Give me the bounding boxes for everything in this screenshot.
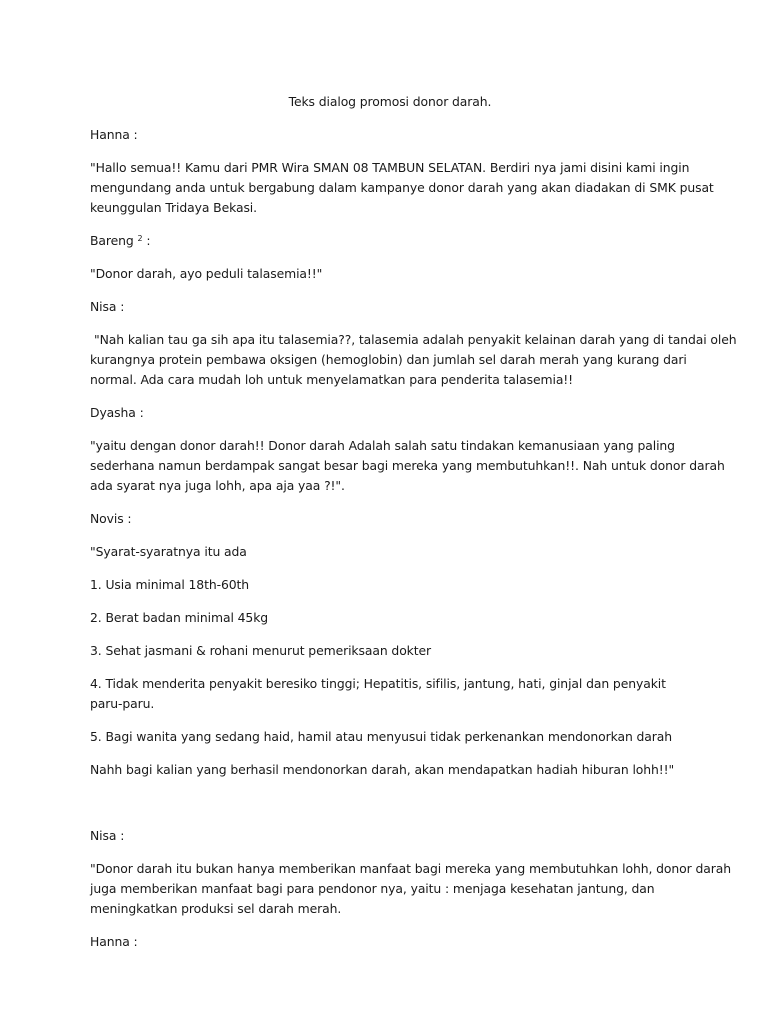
text-line: "yaitu dengan donor darah!! Donor darah Adalah salah satu tindakan kemanusiaan yang paling bbox=[90, 438, 675, 453]
paragraph-bareng: "Donor darah, ayo peduli talasemia!!" bbox=[90, 266, 323, 281]
speaker-hanna-2: Hanna : bbox=[90, 934, 138, 949]
paragraph-dyasha bbox=[90, 436, 725, 496]
blank-line bbox=[90, 793, 690, 826]
text-line: kurangnya protein pembawa oksigen (hemoglobin) dan jumlah sel darah merah yang kurang dari bbox=[90, 352, 687, 367]
list-item: 1. Usia minimal 18th-60th bbox=[90, 577, 250, 592]
text-line: "Hallo semua!! Kamu dari PMR Wira SMAN 08 TAMBUN SELATAN. Berdiri nya jami disini kami ingin bbox=[90, 160, 690, 175]
list-item: 5. Bagi wanita yang sedang haid, hamil atau menyusui tidak perkenankan mendonorkan darah bbox=[90, 729, 673, 744]
text-line: "Nah kalian tau ga sih apa itu talasemia??, talasemia adalah penyakit kelainan darah yang di tandai oleh bbox=[94, 332, 737, 347]
speaker-nisa: Nisa : bbox=[90, 299, 125, 314]
paragraph-novis-closing: Nahh bagi kalian yang berhasil mendonorkan darah, akan mendapatkan hadiah hiburan lohh!!" bbox=[90, 762, 675, 777]
list-item: 4. Tidak menderita penyakit beresiko tinggi; Hepatitis, sifilis, jantung, hati, ginjal dan penyakit paru-paru. bbox=[90, 676, 666, 711]
paragraph-novis-intro: "Syarat-syaratnya itu ada bbox=[90, 544, 247, 559]
speaker-nisa-2: Nisa : bbox=[90, 828, 125, 843]
speaker-bareng-colon: : bbox=[142, 233, 151, 248]
text-line: ada syarat nya juga lohh, apa aja yaa ?!". bbox=[90, 478, 345, 493]
list-item: 3. Sehat jasmani & rohani menurut pemeriksaan dokter bbox=[90, 643, 432, 658]
speaker-novis: Novis : bbox=[90, 511, 132, 526]
text-line: "Donor darah itu bukan hanya memberikan manfaat bagi mereka yang membutuhkan lohh, donor darah bbox=[90, 861, 731, 876]
document-title: Teks dialog promosi donor darah. bbox=[288, 94, 492, 109]
text-line: normal. Ada cara mudah loh untuk menyelamatkan para penderita talasemia!! bbox=[90, 372, 574, 387]
speaker-bareng bbox=[90, 231, 690, 251]
text-line: keunggulan Tridaya Bekasi. bbox=[90, 200, 257, 215]
paragraph-nisa-talasemia bbox=[90, 330, 737, 390]
text-line: juga memberikan manfaat bagi para pendonor nya, yaitu : menjaga kesehatan jantung, dan bbox=[90, 881, 655, 896]
text-line: sederhana namun berdampak sangat besar bagi mereka yang membutuhkan!!. Nah untuk donor darah bbox=[90, 458, 725, 473]
speaker-bareng-label: Bareng bbox=[90, 233, 134, 248]
speaker-hanna: Hanna : bbox=[90, 127, 138, 142]
speaker-bareng-superscript: 2 bbox=[137, 234, 143, 243]
paragraph-hanna-intro bbox=[90, 158, 714, 218]
list-item: 2. Berat badan minimal 45kg bbox=[90, 610, 269, 625]
text-line: mengundang anda untuk bergabung dalam kampanye donor darah yang akan diadakan di SMK pusat bbox=[90, 180, 714, 195]
speaker-dyasha: Dyasha : bbox=[90, 405, 144, 420]
text-line: meningkatkan produksi sel darah merah. bbox=[90, 901, 342, 916]
paragraph-nisa-benefits bbox=[90, 859, 731, 919]
document-body bbox=[90, 92, 737, 965]
